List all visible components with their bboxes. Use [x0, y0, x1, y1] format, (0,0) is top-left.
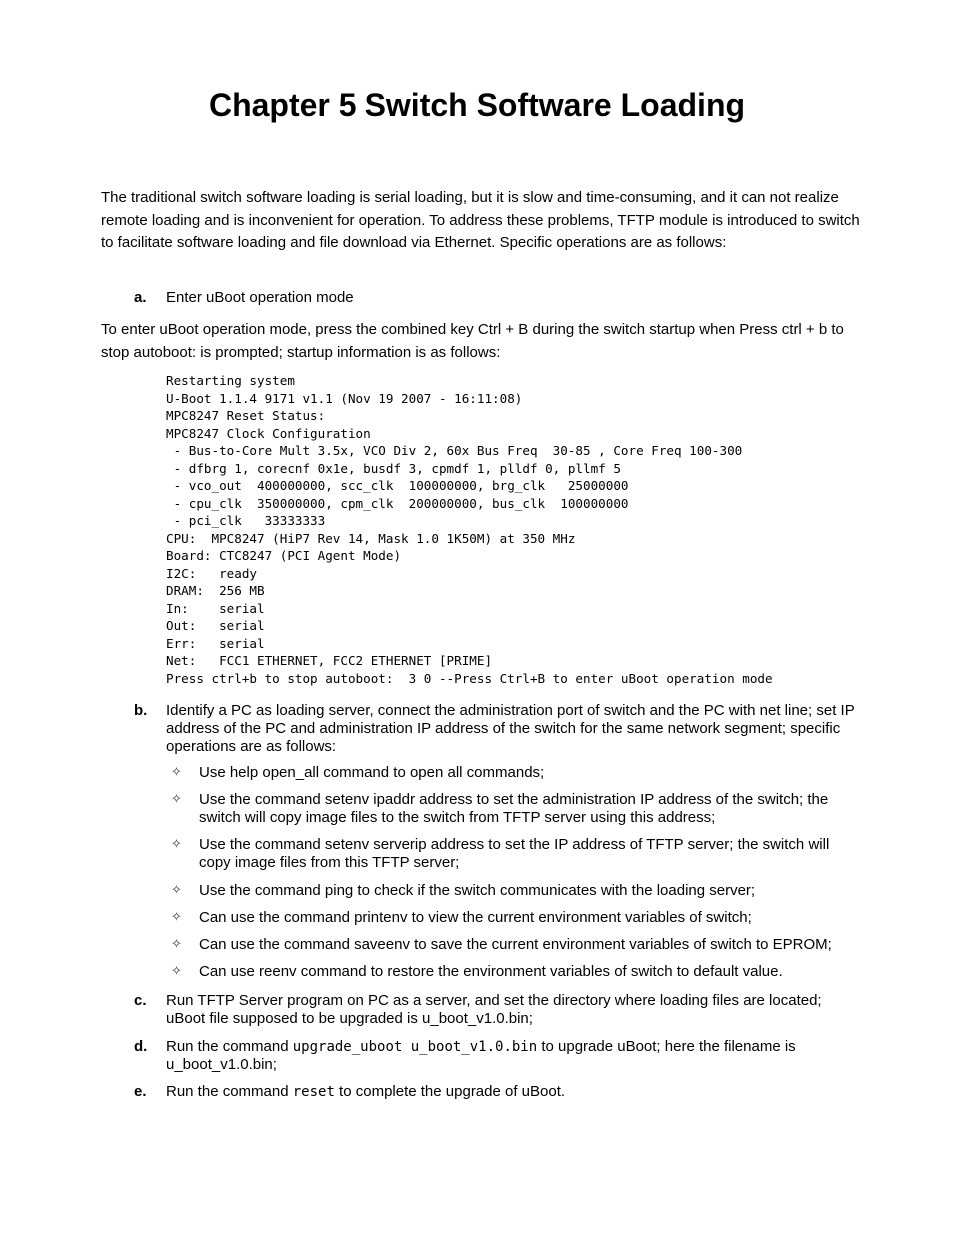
bullet-item [101, 909, 861, 927]
step-e [101, 1083, 861, 1101]
step-a [101, 289, 861, 307]
code-line: U-Boot 1.1.4 9171 v1.1 (Nov 19 2007 - 16:11:08) [166, 390, 523, 406]
bullet-text: Use the command setenv serverip address to set the IP address of TFTP server; the switch will copy image files from this TFTP server; [199, 836, 830, 871]
bullet-item [101, 791, 861, 827]
diamond-bullet-icon: ✧ [171, 765, 182, 780]
bullet-item [101, 882, 861, 900]
diamond-bullet-icon: ✧ [171, 937, 182, 952]
step-c-text: Run TFTP Server program on PC as a server, and set the directory where loading files are located; uBoot file supposed to be upgraded is u_boot_v1.0.bin; [166, 992, 822, 1027]
code-line: MPC8247 Reset Status: [166, 408, 326, 423]
step-b [101, 702, 861, 756]
code-line: - pci_clk 33333333 [166, 513, 326, 528]
startup-log-code-block [166, 372, 856, 687]
bullet-text: Can use the command saveenv to save the current environment variables of switch to EPROM; [199, 936, 832, 953]
step-a-text: Enter uBoot operation mode [166, 289, 354, 306]
diamond-bullet-icon: ✧ [171, 792, 182, 807]
code-line: - dfbrg 1, corecnf 0x1e, busdf 3, cpmdf 1, plldf 0, pllmf 5 [166, 460, 621, 476]
bullet-text: Use help open_all command to open all commands; [199, 764, 545, 781]
bullet-item [101, 764, 861, 782]
step-e-text [166, 1083, 861, 1101]
step-e-text-pre: Run the command [166, 1083, 293, 1100]
step-d-text-post: to upgrade uBoot; here the filename is u_boot_v1.0.bin; [166, 1038, 796, 1073]
diamond-bullet-icon: ✧ [171, 964, 182, 979]
code-line: CPU: MPC8247 (HiP7 Rev 14, Mask 1.0 1K50M) at 350 MHz [166, 530, 576, 546]
step-d-text-pre: Run the command [166, 1038, 293, 1055]
code-line: - Bus-to-Core Mult 3.5x, VCO Div 2, 60x Bus Freq 30-85 , Core Freq 100-300 [166, 443, 743, 458]
code-line: - cpu_clk 350000000, cpm_clk 200000000, bus_clk 100000000 [166, 495, 629, 511]
step-c [101, 992, 861, 1028]
step-a-letter: a. [134, 289, 147, 306]
chapter-name: Switch Software Loading [364, 87, 746, 123]
step-b-letter: b. [134, 702, 148, 719]
code-line: I2C: ready [166, 565, 257, 581]
diamond-bullet-icon: ✧ [171, 910, 182, 925]
bullet-item [101, 936, 861, 954]
code-line: Err: serial [166, 635, 265, 651]
diamond-bullet-icon: ✧ [171, 883, 182, 898]
chapter-number: Chapter 5 [208, 87, 357, 123]
code-line: Out: serial [166, 618, 265, 633]
code-line: DRAM: 256 MB [166, 583, 265, 598]
bullet-item [101, 836, 861, 872]
code-line: Board: CTC8247 (PCI Agent Mode) [166, 548, 402, 563]
bullet-text: Use the command setenv ipaddr address to set the administration IP address of the switch; the switch will copy image files to the switch from TFTP server using this address; [199, 791, 829, 826]
step-e-letter: e. [134, 1083, 147, 1100]
bullet-text: Use the command ping to check if the switch communicates with the loading server; [199, 882, 756, 899]
step-d [101, 1038, 861, 1074]
step-e-text-post: to complete the upgrade of uBoot. [334, 1083, 566, 1100]
intro-paragraph: The traditional switch software loading is serial loading, but it is slow and time-consuming, and it can not realize remote loading and is inconvenient for operation. To address these problems, TFTP module is introduced to switch to facilitate software loading and file download via Ethernet. Specific operations are as follows: [101, 189, 860, 251]
diamond-bullet-icon: ✧ [171, 837, 182, 852]
bullet-text: Can use the command printenv to view the current environment variables of switch; [199, 909, 752, 926]
code-line: Restarting system [166, 373, 295, 388]
code-line: - vco_out 400000000, scc_clk 100000000, brg_clk 25000000 [166, 478, 629, 493]
step-d-text [166, 1038, 861, 1074]
uboot-instructions-paragraph: To enter uBoot operation mode, press the combined key Ctrl + B during the switch startup when Press ctrl + b to stop autoboot: is prompted; startup information is as follows: [101, 321, 844, 361]
code-line: Press ctrl+b to stop autoboot: 3 0 --Press Ctrl+B to enter uBoot operation mode [166, 670, 773, 686]
chapter-title [0, 83, 954, 127]
step-b-text: Identify a PC as loading server, connect the administration port of switch and the PC with net line; set IP address of the PC and administration IP address of the switch for the same network segment; specific operations are as follows: [166, 702, 855, 755]
step-c-letter: c. [134, 992, 147, 1009]
code-line: In: serial [166, 600, 265, 616]
step-d-letter: d. [134, 1038, 148, 1055]
reset-command: reset [292, 1084, 335, 1100]
bullet-text: Can use reenv command to restore the environment variables of switch to default value. [199, 963, 783, 980]
code-line: Net: FCC1 ETHERNET, FCC2 ETHERNET [PRIME] [166, 653, 493, 668]
upgrade-command: upgrade_uboot u_boot_v1.0.bin [292, 1039, 538, 1055]
bullet-item [101, 963, 861, 981]
code-line: MPC8247 Clock Configuration [166, 425, 371, 441]
